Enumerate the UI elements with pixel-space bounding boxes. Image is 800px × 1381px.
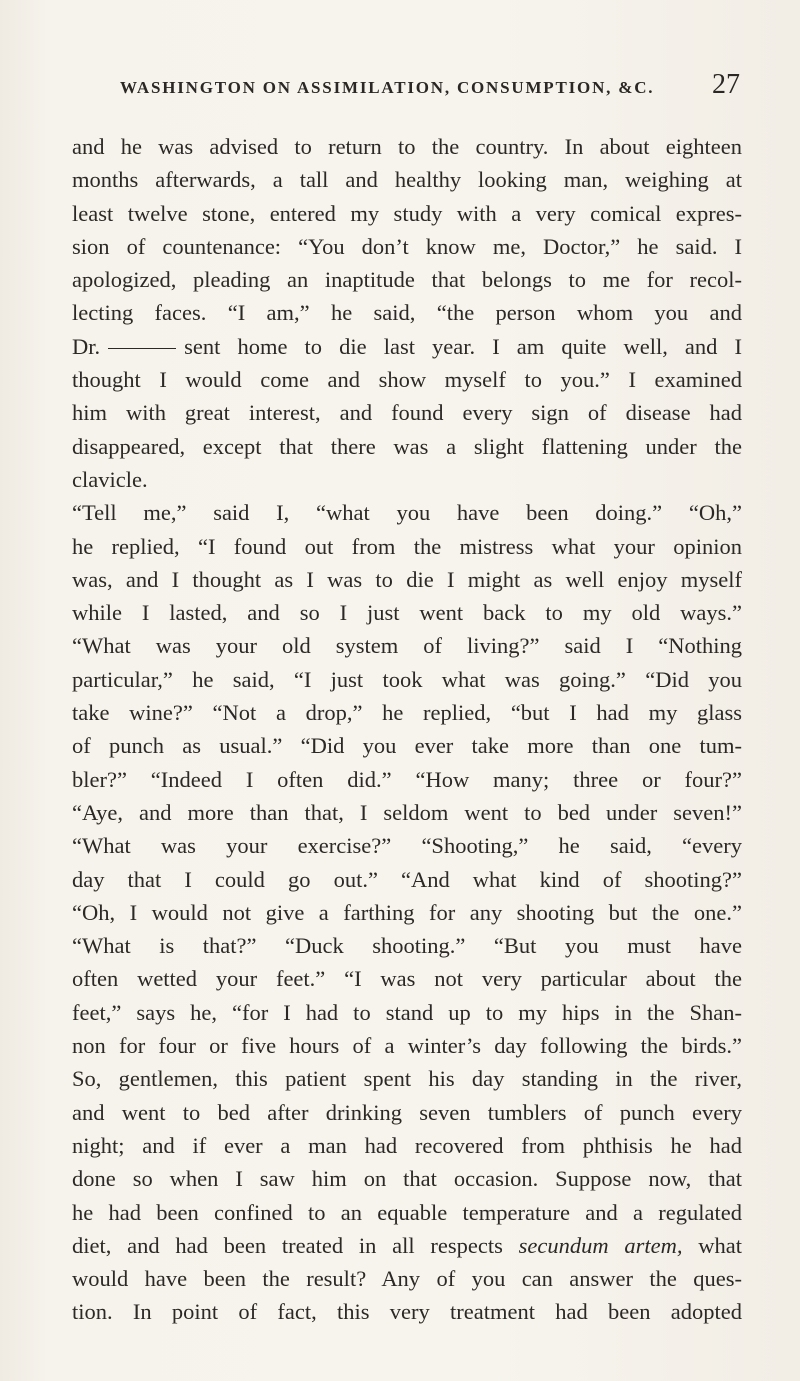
text-line	[72, 330, 742, 363]
text-line: and he was advised to return to the country. In about eighteen	[72, 134, 742, 159]
text-line: take wine?” “Not a drop,” he replied, “but I had my glass	[72, 700, 742, 726]
latin-phrase: secundum artem,	[518, 1232, 683, 1258]
text-line: “Oh, I would not give a farthing for any shooting but the one.”	[72, 899, 742, 925]
text-line: “What was your old system of living?” said I “Nothing	[72, 633, 742, 659]
text-line	[72, 1229, 742, 1262]
text-line: So, gentlemen, this patient spent his day standing in the river,	[72, 1066, 742, 1092]
text-line: he replied, “I found out from the mistress what your opinion	[72, 533, 742, 559]
text-fragment: diet, and had been treated in all respects	[72, 1232, 503, 1258]
text-line: while I lasted, and so I just went back to my old ways.”	[72, 600, 742, 626]
text-fragment: Dr.	[72, 333, 101, 359]
text-line: would have been the result? Any of you can answer the ques-	[72, 1266, 742, 1292]
page-number: 27	[712, 69, 740, 100]
text-line: “Tell me,” said I, “what you have been doing.” “Oh,”	[72, 500, 742, 526]
text-line: was, and I thought as I was to die I might as well enjoy myself	[72, 566, 742, 592]
text-line: he had been confined to an equable temperature and a regulated	[72, 1199, 742, 1225]
text-line: done so when I saw him on that occasion. Suppose now, that	[72, 1166, 742, 1192]
text-line: bler?” “Indeed I often did.” “How many; three or four?”	[72, 766, 742, 792]
text-line: night; and if ever a man had recovered from phthisis he had	[72, 1132, 742, 1158]
text-line: and went to bed after drinking seven tumblers of punch every	[72, 1099, 742, 1125]
text-line: clavicle.	[72, 466, 148, 492]
text-line: tion. In point of fact, this very treatment had been adopted	[72, 1299, 742, 1325]
text-line: of punch as usual.” “Did you ever take more than one tum-	[72, 733, 742, 759]
text-line: months afterwards, a tall and healthy looking man, weighing at	[72, 167, 742, 193]
running-head-title: WASHINGTON ON ASSIMILATION, CONSUMPTION, &C.	[120, 78, 655, 97]
text-line: often wetted your feet.” “I was not very particular about the	[72, 966, 742, 992]
text-line: “What is that?” “Duck shooting.” “But you must have	[72, 933, 742, 959]
running-head	[120, 70, 740, 104]
text-line: feet,” says he, “for I had to stand up to my hips in the Shan-	[72, 999, 742, 1025]
text-line: particular,” he said, “I just took what was going.” “Did you	[72, 666, 742, 692]
text-line: “What was your exercise?” “Shooting,” he said, “every	[72, 833, 742, 859]
text-fragment: sent home to die last year. I am quite well, and I	[184, 333, 742, 359]
text-line: disappeared, except that there was a slight flattening under the	[72, 433, 742, 459]
text-line: sion of countenance: “You don’t know me, Doctor,” he said. I	[72, 233, 742, 259]
name-omission-dash	[108, 348, 176, 349]
text-line: non for four or five hours of a winter’s day following the birds.”	[72, 1033, 742, 1059]
text-line: day that I could go out.” “And what kind of shooting?”	[72, 866, 742, 892]
text-line: apologized, pleading an inaptitude that belongs to me for recol-	[72, 267, 742, 293]
text-line: lecting faces. “I am,” he said, “the person whom you and	[72, 300, 742, 326]
text-line: “Aye, and more than that, I seldom went to bed under seven!”	[72, 799, 742, 825]
text-line: him with great interest, and found every sign of disease had	[72, 400, 742, 426]
text-line: least twelve stone, entered my study with a very comical expres-	[72, 200, 742, 226]
body-text	[72, 130, 742, 1370]
text-line: thought I would come and show myself to you.” I examined	[72, 367, 742, 393]
text-fragment: what	[698, 1232, 742, 1258]
